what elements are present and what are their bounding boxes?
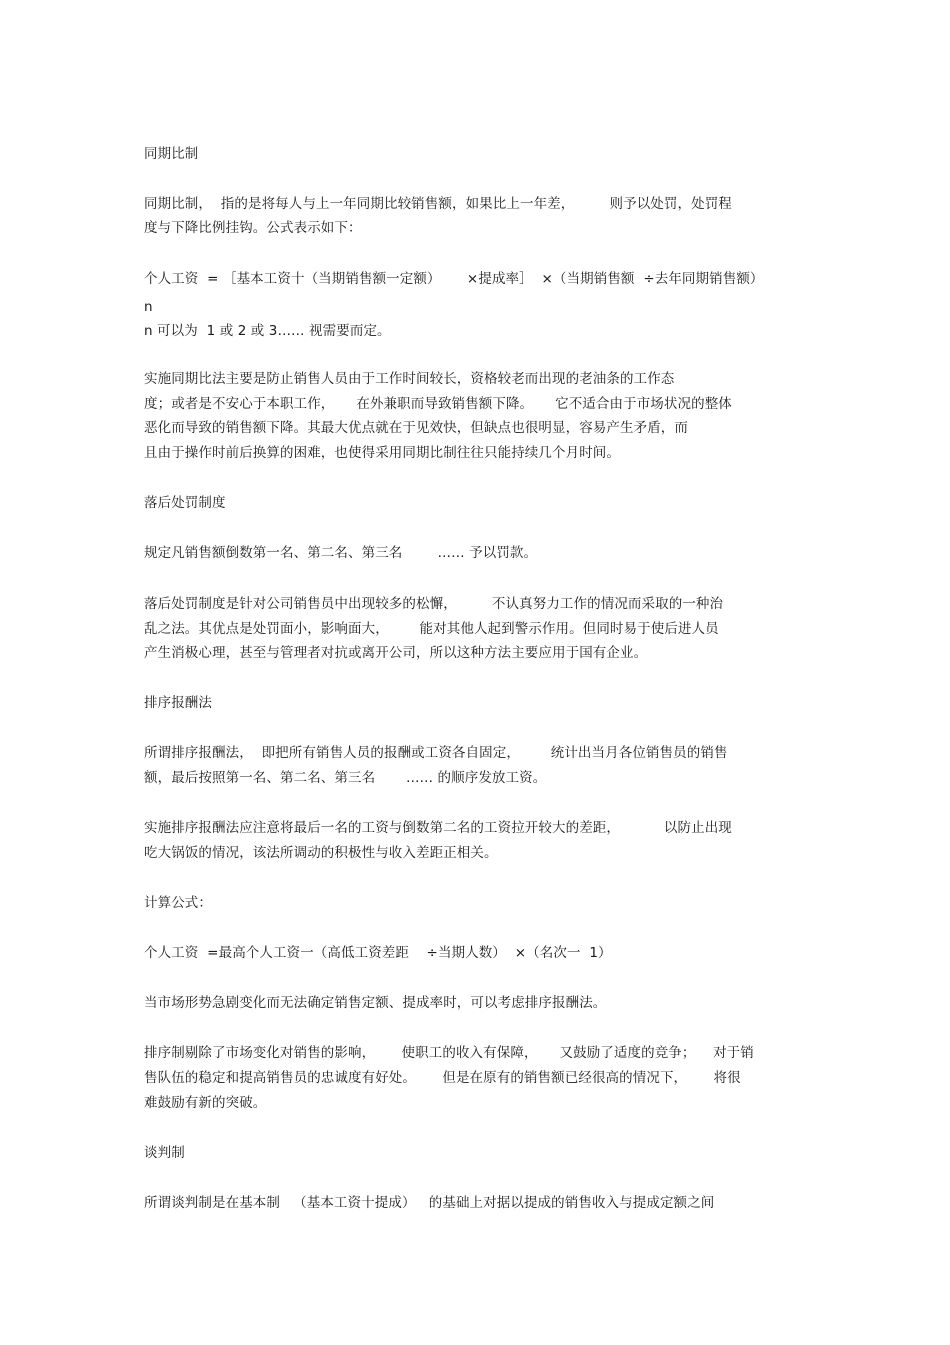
heading-formula: 计算公式： [144, 895, 212, 911]
paragraph-line: 当市场形势急剧变化而无法确定销售定额、提成率时，可以考虑排序报酬法。 [144, 995, 607, 1011]
paragraph-line: 所谓谈判制是在基本制 （基本工资十提成） 的基础上对据以提成的销售收入与提成定额之间 [144, 1195, 715, 1211]
paragraph-line: 度与下降比例挂钩。公式表示如下： [144, 220, 362, 236]
heading-same-period: 同期比制 [144, 146, 199, 162]
paragraph-line: 同期比制， 指的是将每人与上一年同期比较销售额，如果比上一年差， 则予以处罚，处罚程 [144, 196, 732, 212]
paragraph-line: 额，最后按照第一名、第二名、第三名 …… 的顺序发放工资。 [144, 770, 547, 786]
paragraph-line: 实施同期比法主要是防止销售人员由于工作时间较长，资格较老而出现的老油条的工作态 [144, 371, 675, 387]
paragraph-line: 度；或者是不安心于本职工作， 在外兼职而导致销售额下降。 它不适合由于市场状况的整体 [144, 396, 732, 412]
paragraph-line: 售队伍的稳定和提高销售员的忠诚度有好处。 但是在原有的销售额已经很高的情况下， 将很 [144, 1070, 741, 1086]
paragraph-line: 恶化而导致的销售额下降。其最大优点就在于见效快，但缺点也很明显，容易产生矛盾，而 [144, 420, 688, 436]
paragraph-line: n 可以为 1 或 2 或 3…… 视需要而定。 [144, 323, 391, 339]
heading-ranking-pay: 排序报酬法 [144, 695, 212, 711]
paragraph-line: 排序制剔除了市场变化对销售的影响， 使职工的收入有保障， 又鼓励了适度的竞争； 对于销 [144, 1045, 754, 1061]
paragraph-line: 吃大锅饭的情况，该法所调动的积极性与收入差距正相关。 [144, 845, 498, 861]
heading-negotiation: 谈判制 [144, 1145, 185, 1161]
paragraph-line: 乱之法。其优点是处罚面小，影响面大， 能对其他人起到警示作用。但同时易于使后进人员 [144, 621, 719, 637]
paragraph-line: 落后处罚制度是针对公司销售员中出现较多的松懈， 不认真努力工作的情况而采取的一种治 [144, 596, 724, 612]
heading-lagging-penalty: 落后处罚制度 [144, 495, 226, 511]
paragraph-line: 所谓排序报酬法， 即把所有销售人员的报酬或工资各自固定， 统计出当月各位销售员的销售 [144, 745, 728, 761]
paragraph-line: 产生消极心理，甚至与管理者对抗或离开公司，所以这种方法主要应用于国有企业。 [144, 645, 648, 661]
paragraph-line: 难鼓励有新的突破。 [144, 1095, 267, 1111]
formula-line: 个人工资 = ［基本工资十（当期销售额一定额） ×提成率］ ×（当期销售额 ÷去年同期销售额） [144, 271, 764, 287]
paragraph-line: 规定凡销售额倒数第一名、第二名、第三名 …… 予以罚款。 [144, 545, 538, 561]
formula-line: 个人工资 =最高个人工资一（高低工资差距 ÷当期人数） ×（名次一 1） [144, 945, 612, 961]
paragraph-line: 且由于操作时前后换算的困难，也使得采用同期比制往往只能持续几个月时间。 [144, 445, 620, 461]
formula-exponent: n [144, 299, 153, 315]
paragraph-line: 实施排序报酬法应注意将最后一名的工资与倒数第二名的工资拉开较大的差距， 以防止出现 [144, 820, 732, 836]
